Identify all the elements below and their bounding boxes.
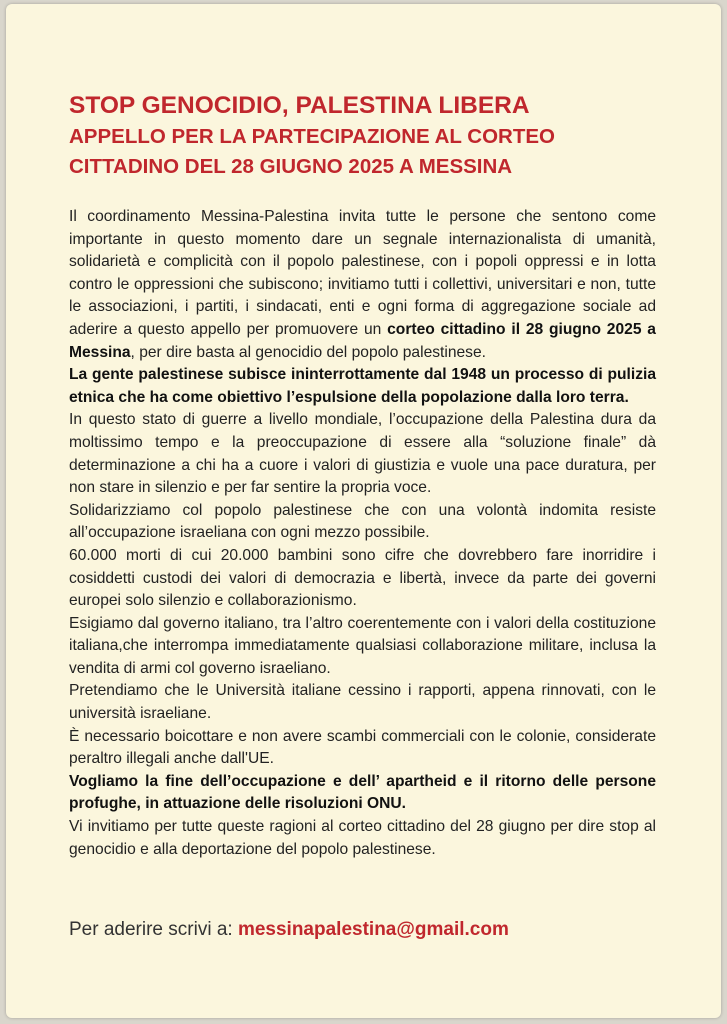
paragraph-invitation xyxy=(69,206,656,364)
contact-email-link[interactable]: messinapalestina@gmail.com xyxy=(237,919,509,940)
subtitle-line-1: APPELLO PER LA PARTECIPAZIONE AL CORTEO xyxy=(69,125,555,148)
paragraph-invitation-highlight: corteo cittadino il 28 giugno 2025 a Messina xyxy=(69,320,656,361)
paragraph-ethnic-cleansing-text: La gente palestinese subisce ininterrottamente dal 1948 un processo di pulizia etnica che ha come obiettivo l’espulsione della popolazione dalla loro terra. xyxy=(69,366,656,406)
appeal-body xyxy=(69,206,656,861)
paragraph-end-occupation-text: Vogliamo la fine dell’occupazione e dell’ apartheid e il ritorno delle persone profughe, in attuazione delle risoluzioni ONU. xyxy=(69,772,656,813)
paragraph-war-context: In questo stato di guerre a livello mondiale, l’occupazione della Palestina dura da moltissimo tempo e la preoccupazione di essere alla “soluzione finale” dà determinazione a chi ha a cuore i valori di giustizia e vuole una pace duratura, per non stare in silenzio e per far sentire la propria voce. xyxy=(69,411,656,497)
paragraph-end-occupation xyxy=(69,771,656,816)
paragraph-solidarity: Solidarizziamo col popolo palestinese che con una volontà indomita resiste all’occupazione israeliana con ogni mezzo possibile. xyxy=(69,501,656,542)
footer-contact xyxy=(69,919,509,941)
page-title: STOP GENOCIDIO, PALESTINA LIBERA xyxy=(69,92,530,119)
subtitle-line-2: CITTADINO DEL 28 GIUGNO 2025 A MESSINA xyxy=(69,155,513,178)
paragraph-casualties: 60.000 morti di cui 20.000 bambini sono cifre che dovrebbero fare inorridire i cosiddetti custodi dei valori di democrazia e libertà, invece da parte dei governi europei solo silenzio e collaborazionismo. xyxy=(69,546,656,610)
paragraph-ethnic-cleansing xyxy=(69,364,656,409)
flyer-content xyxy=(69,90,656,861)
paragraph-invitation-start: Il coordinamento Messina-Palestina invita tutte le persone che sentono come importante in questo momento dare un segnale internazionalista di umanità, solidarietà e complicità con il popolo palestinese, con i popoli oppressi e in lotta contro le oppressioni che subiscono; invitiamo tutti i collettivi, universitari e non, tutte le associazioni, i partiti, i sindacati, enti e ogni forma di aggregazione sociale ad aderire a questo appello per promuovere un xyxy=(69,208,656,338)
paragraph-universities: Pretendiamo che le Università italiane cessino i rapporti, appena rinnovati, con le università israeliane. xyxy=(69,682,656,723)
paragraph-boycott: È necessario boicottare e non avere scambi commerciali con le colonie, considerate peraltro illegali anche dall'UE. xyxy=(69,727,656,768)
flyer-page xyxy=(6,4,721,1018)
footer-label: Per aderire scrivi a: xyxy=(69,919,238,940)
paragraph-government-demand: Esigiamo dal governo italiano, tra l’altro coerentemente con i valori della costituzione italiana,che interrompa immediatamente qualsiasi collaborazione militare, inclusa la vendita di armi col governo israeliano. xyxy=(69,614,656,677)
paragraph-invitation-end: , per dire basta al genocidio del popolo palestinese. xyxy=(130,343,486,361)
paragraph-closing-invitation: Vi invitiamo per tutte queste ragioni al corteo cittadino del 28 giugno per dire stop al genocidio e alla deportazione del popolo palestinese. xyxy=(69,818,656,858)
